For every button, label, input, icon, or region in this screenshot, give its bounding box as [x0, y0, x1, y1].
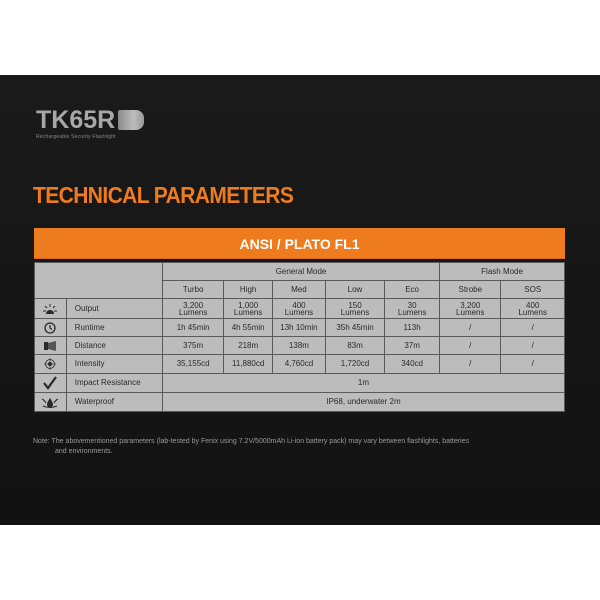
standard-banner: ANSI / PLATO FL1: [34, 228, 565, 259]
mode-header: Eco: [385, 281, 440, 299]
table-cell: /: [501, 337, 565, 355]
mode-header: Low: [325, 281, 384, 299]
flash-mode-header: Flash Mode: [440, 263, 565, 281]
intensity-icon: [35, 355, 67, 374]
table-cell: 37m: [385, 337, 440, 355]
footnote: [33, 437, 553, 457]
logo-tagline: Rechargeable Security Flashlight: [36, 134, 116, 140]
table-cell: 30 Lumens: [385, 299, 440, 319]
header-corner: [35, 263, 163, 299]
table-cell: 1,720cd: [325, 355, 384, 374]
table-cell: /: [501, 355, 565, 374]
product-logo: [36, 107, 144, 140]
water-splash-icon: [35, 393, 67, 412]
table-cell: 340cd: [385, 355, 440, 374]
table-cell: 3,200 Lumens: [162, 299, 223, 319]
row-label: Runtime: [66, 319, 162, 337]
table-cell: 3,200 Lumens: [440, 299, 501, 319]
footnote-line: and environments.: [55, 448, 113, 455]
table-cell: 1h 45min: [162, 319, 223, 337]
table-cell: 1m: [162, 374, 564, 393]
mode-header: Strobe: [440, 281, 501, 299]
table-cell: 113h: [385, 319, 440, 337]
table-cell: 13h 10min: [272, 319, 325, 337]
flashlight-bar-icon: [118, 110, 144, 130]
table-row: [35, 393, 565, 412]
mode-header: Med: [272, 281, 325, 299]
table-cell: 1,000 Lumens: [224, 299, 273, 319]
table-cell: 150 Lumens: [325, 299, 384, 319]
sunburst-icon: [35, 299, 67, 319]
row-label: Output: [66, 299, 162, 319]
table-row: [35, 337, 565, 355]
row-label: Distance: [66, 337, 162, 355]
table-cell: /: [440, 319, 501, 337]
row-label: Waterproof: [66, 393, 162, 412]
table-cell: /: [440, 337, 501, 355]
clock-icon: [35, 319, 67, 337]
mode-header: High: [224, 281, 273, 299]
footnote-line: Note: The abovementioned parameters (lab-tested by Fenix using 7.2V/5000mAh Li-ion battery pack) may vary between flashlights, batteries: [33, 438, 470, 445]
spec-table-wrap: [34, 228, 565, 412]
table-cell: /: [440, 355, 501, 374]
table-cell: 11,880cd: [224, 355, 273, 374]
mode-header: SOS: [501, 281, 565, 299]
table-cell: 4h 55min: [224, 319, 273, 337]
table-cell: 35h 45min: [325, 319, 384, 337]
table-row: [35, 374, 565, 393]
section-title: TECHNICAL PARAMETERS: [33, 183, 294, 209]
table-cell: /: [501, 319, 565, 337]
spec-panel: [0, 75, 600, 525]
table-row: [35, 355, 565, 374]
table-row: [35, 299, 565, 319]
mode-header: Turbo: [162, 281, 223, 299]
general-mode-header: General Mode: [162, 263, 439, 281]
table-cell: 218m: [224, 337, 273, 355]
table-cell: 375m: [162, 337, 223, 355]
table-cell: 400 Lumens: [272, 299, 325, 319]
beam-distance-icon: [35, 337, 67, 355]
table-cell: IP68, underwater 2m: [162, 393, 564, 412]
row-label: Impact Resistance: [66, 374, 162, 393]
logo-model: TK65R: [36, 106, 116, 134]
group-header-row: [35, 263, 565, 281]
spec-table: [34, 262, 565, 412]
table-cell: 4,760cd: [272, 355, 325, 374]
table-cell: 83m: [325, 337, 384, 355]
table-row: [35, 319, 565, 337]
table-cell: 400 Lumens: [501, 299, 565, 319]
table-cell: 138m: [272, 337, 325, 355]
row-label: Intensity: [66, 355, 162, 374]
checkmark-icon: [35, 374, 67, 393]
table-cell: 35,155cd: [162, 355, 223, 374]
